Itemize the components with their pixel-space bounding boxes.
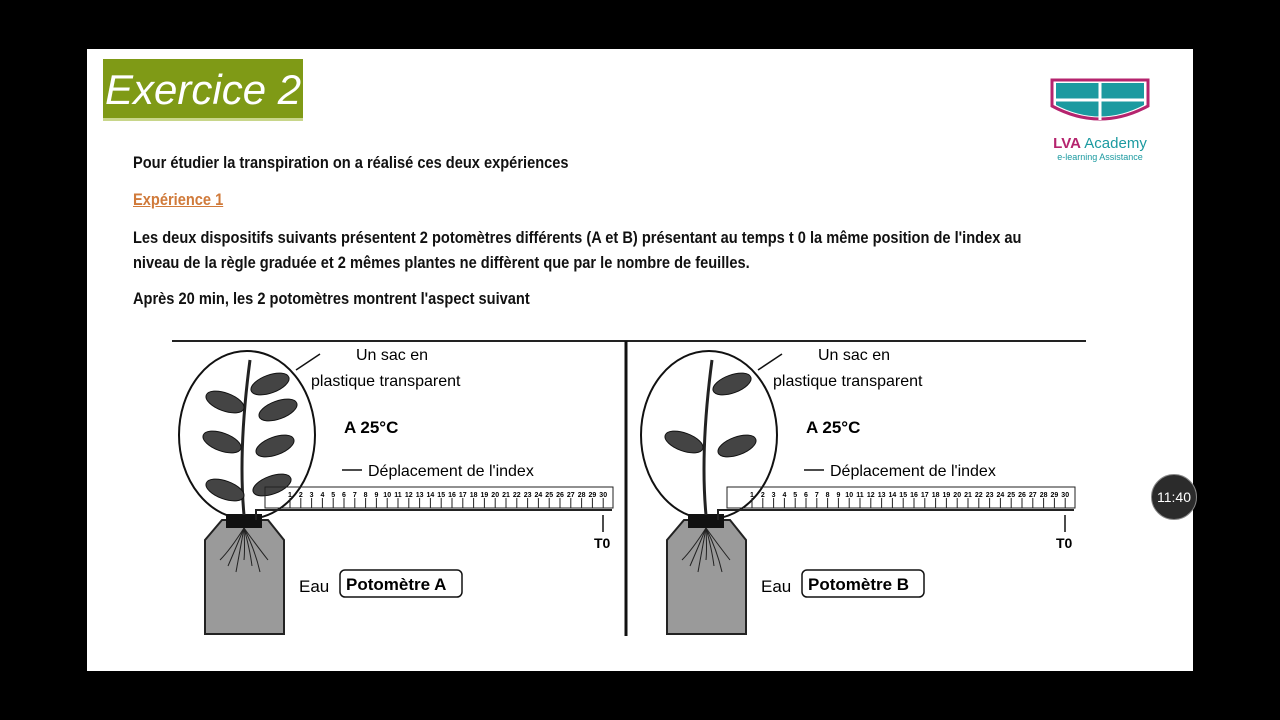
paragraph-line-1: Les deux dispositifs suivants présentent 2 potomètres différents (A et B) présentant au temps t 0 la même position de l'index au — [133, 228, 1022, 247]
ruler-label: 15 — [899, 492, 908, 499]
ruler-label: 23 — [985, 492, 994, 499]
water-label: Eau — [761, 577, 792, 596]
ruler-label: 6 — [804, 492, 808, 499]
ruler-label: 15 — [437, 492, 446, 499]
ruler-label: 18 — [931, 492, 940, 499]
ruler-label: 30 — [1061, 492, 1070, 499]
ruler-label: 11 — [856, 492, 864, 499]
leaf-icon — [715, 431, 759, 462]
ruler-label: 26 — [1018, 492, 1026, 499]
ruler-label: 24 — [996, 492, 1005, 499]
ruler-label: 13 — [877, 492, 886, 499]
paragraph-line-2: niveau de la règle graduée et 2 mêmes plantes ne diffèrent que par le nombre de feuilles. — [133, 253, 750, 272]
arrow-icon — [296, 354, 320, 370]
leaf-icon — [253, 431, 297, 462]
ruler-label: 25 — [1007, 492, 1016, 499]
potometer-b — [641, 347, 1075, 634]
temperature-label: A 25°C — [806, 418, 861, 437]
bag-label-2: plastique transparent — [773, 373, 923, 390]
logo-tagline: e-learning Assistance — [1057, 152, 1143, 162]
ruler-label: 14 — [426, 492, 435, 499]
ruler-label: 16 — [910, 492, 918, 499]
ruler-label: 22 — [974, 492, 983, 499]
arrow-icon — [758, 354, 782, 370]
bag-label-1: Un sac en — [356, 347, 429, 364]
leaf-icon — [200, 427, 244, 458]
leaf-icon — [662, 427, 706, 458]
ruler-label: 13 — [415, 492, 424, 499]
ruler-label: 28 — [577, 492, 586, 499]
ruler-label: 5 — [331, 492, 336, 499]
ruler-label: 7 — [814, 492, 819, 499]
ruler-label: 2 — [760, 492, 765, 499]
ruler-label: 9 — [374, 492, 379, 499]
plant-stem — [704, 360, 712, 515]
ruler-label: 23 — [523, 492, 532, 499]
ruler-label: 12 — [866, 492, 875, 499]
ruler-label: 14 — [888, 492, 897, 499]
ruler-label: 26 — [556, 492, 564, 499]
ruler-label: 22 — [512, 492, 521, 499]
t0-label: T0 — [1056, 535, 1073, 551]
ruler-label: 21 — [964, 492, 972, 499]
ruler-label: 21 — [502, 492, 510, 499]
ruler-label: 4 — [782, 492, 787, 499]
index-displacement-label: Déplacement de l'index — [830, 463, 996, 480]
ruler-label: 16 — [448, 492, 456, 499]
ruler-label: 20 — [491, 492, 500, 499]
ruler-label: 25 — [545, 492, 554, 499]
ruler-label: 8 — [363, 492, 368, 499]
ruler-label: 27 — [566, 492, 575, 499]
ruler-label: 2 — [298, 492, 303, 499]
leaf-icon — [710, 369, 754, 400]
index-displacement-label: Déplacement de l'index — [368, 463, 534, 480]
capillary-tube — [256, 510, 612, 520]
leaf-icon — [203, 387, 247, 418]
ruler-label: 18 — [469, 492, 478, 499]
ruler-label: 27 — [1028, 492, 1037, 499]
ruler-label: 6 — [342, 492, 346, 499]
potometer-a — [179, 347, 613, 634]
ruler-label: 1 — [288, 492, 292, 499]
ruler-label: 17 — [458, 492, 467, 499]
ruler-label: 10 — [383, 492, 392, 499]
leaf-icon — [203, 475, 247, 506]
video-timestamp[interactable]: 11:40 — [1151, 474, 1197, 520]
bag-label-2: plastique transparent — [311, 373, 461, 390]
ruler-label: 28 — [1039, 492, 1048, 499]
root — [244, 528, 245, 560]
ruler-label: 24 — [534, 492, 543, 499]
ruler-label: 20 — [953, 492, 962, 499]
logo-name-a: LVA — [1053, 135, 1081, 152]
ruler-label: 9 — [836, 492, 841, 499]
leaf-icon — [248, 369, 292, 400]
water-label: Eau — [299, 577, 330, 596]
ruler-label: 5 — [793, 492, 798, 499]
leaf-icon — [256, 395, 300, 426]
ruler-label: 10 — [845, 492, 854, 499]
ruler-label: 4 — [320, 492, 325, 499]
ruler-label: 29 — [588, 492, 597, 499]
ruler-label: 8 — [825, 492, 830, 499]
ruler-label: 19 — [942, 492, 951, 499]
ruler-label: 1 — [750, 492, 754, 499]
ruler-label: 30 — [599, 492, 608, 499]
exercise-title: Exercice 2 — [103, 59, 303, 121]
ruler-label: 17 — [920, 492, 929, 499]
potometer-label: Potomètre B — [808, 575, 910, 594]
potometer-label: Potomètre A — [346, 575, 447, 594]
experience-heading: Expérience 1 — [133, 190, 224, 209]
ruler-label: 19 — [480, 492, 489, 499]
logo-name-b: Academy — [1080, 135, 1147, 152]
ruler-label: 29 — [1050, 492, 1059, 499]
t0-label: T0 — [594, 535, 611, 551]
temperature-label: A 25°C — [344, 418, 399, 437]
ruler-label: 12 — [404, 492, 413, 499]
ruler-label: 11 — [394, 492, 402, 499]
ruler-label: 3 — [771, 492, 776, 499]
root — [706, 528, 707, 560]
bag-label-1: Un sac en — [818, 347, 891, 364]
ruler-label: 7 — [352, 492, 357, 499]
intro-text: Pour étudier la transpiration on a réalisé ces deux expériences — [133, 153, 569, 172]
capillary-tube — [718, 510, 1074, 520]
paragraph-line-3: Après 20 min, les 2 potomètres montrent l'aspect suivant — [133, 289, 530, 308]
ruler-label: 3 — [309, 492, 314, 499]
